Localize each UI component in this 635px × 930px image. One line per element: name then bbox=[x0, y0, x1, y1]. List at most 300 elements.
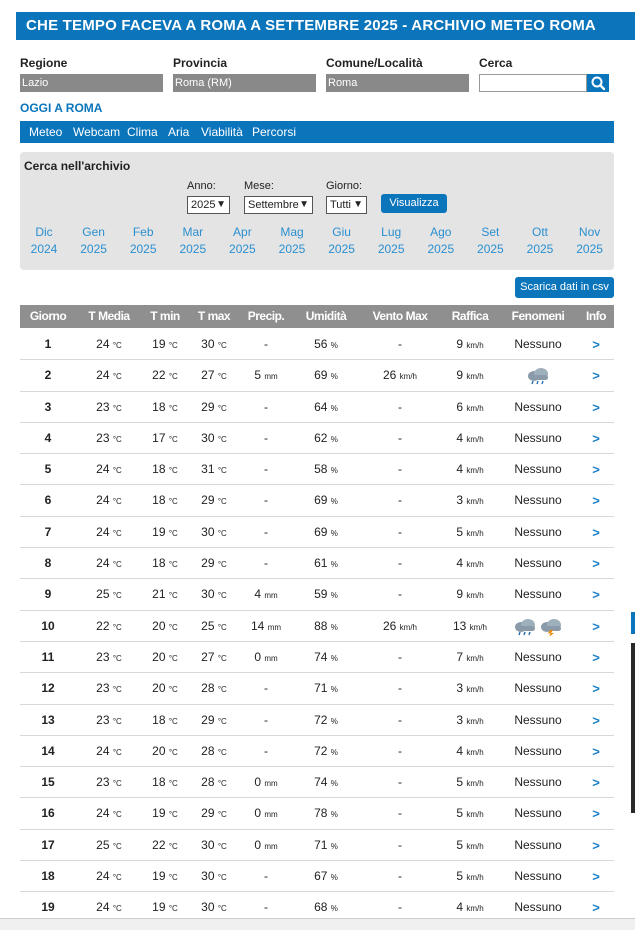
cell-vento bbox=[369, 861, 431, 892]
table-row bbox=[20, 454, 614, 485]
month-link-5[interactable] bbox=[267, 224, 317, 258]
oggi-a-roma-link[interactable]: OGGI A ROMA bbox=[20, 101, 103, 115]
cell-tmedia bbox=[83, 423, 135, 455]
cell-precip bbox=[244, 485, 288, 516]
cell-tmin-value: 18 bbox=[152, 493, 166, 508]
search-input[interactable] bbox=[479, 74, 587, 92]
unit-label: °C bbox=[168, 873, 178, 883]
month-link-9[interactable] bbox=[465, 224, 515, 258]
provincia-select[interactable]: Roma (RM) bbox=[173, 74, 316, 92]
unit-label: °C bbox=[217, 403, 227, 413]
cell-giorno-value: 11 bbox=[41, 649, 55, 664]
cell-giorno-value: 12 bbox=[41, 681, 55, 696]
unit-label: km/h bbox=[466, 841, 484, 851]
cell-giorno bbox=[26, 392, 70, 423]
side-widget-panel bbox=[631, 643, 635, 813]
info-chevron-icon[interactable]: > bbox=[592, 869, 600, 885]
cell-umidita-value: 72 bbox=[314, 712, 328, 727]
search-label: Cerca bbox=[479, 56, 513, 70]
info-chevron-icon[interactable]: > bbox=[592, 900, 600, 916]
cell-tmin-value: 20 bbox=[152, 649, 166, 664]
cell-umidita-value: 56 bbox=[314, 337, 328, 351]
cell-umidita-value: 69 bbox=[314, 493, 328, 508]
cell-tmedia bbox=[83, 454, 135, 486]
header-vento: Vento Max bbox=[372, 309, 428, 323]
cell-tmedia-value: 23 bbox=[96, 649, 110, 664]
cell-vento-value: - bbox=[398, 869, 402, 884]
cell-tmedia bbox=[83, 579, 135, 611]
month-name: Mag bbox=[280, 225, 304, 239]
cell-vento bbox=[369, 517, 431, 548]
cell-tmedia-value: 24 bbox=[96, 806, 110, 821]
cell-tmin bbox=[142, 705, 188, 737]
month-name: Lug bbox=[381, 225, 402, 239]
unit-label: °C bbox=[217, 434, 227, 444]
cell-umidita-value: 67 bbox=[314, 869, 328, 884]
cell-tmedia bbox=[83, 392, 135, 424]
cell-tmax-value: 29 bbox=[201, 556, 215, 571]
cell-raffica-value: 4 bbox=[456, 556, 463, 571]
cell-raffica-value: 7 bbox=[456, 649, 463, 664]
cell-umidita bbox=[301, 705, 351, 737]
download-csv-button[interactable]: Scarica dati in csv bbox=[515, 277, 614, 298]
cell-precip bbox=[244, 360, 288, 392]
provincia-label: Provincia bbox=[173, 56, 228, 70]
unit-label: % bbox=[330, 779, 338, 789]
unit-label: °C bbox=[168, 685, 178, 695]
unit-label: km/h bbox=[466, 716, 484, 726]
cell-tmin-value: 17 bbox=[152, 430, 166, 445]
info-chevron-icon[interactable]: > bbox=[592, 556, 600, 572]
month-link-0[interactable] bbox=[19, 224, 69, 258]
cell-giorno-value: 6 bbox=[44, 493, 52, 508]
unit-label: °C bbox=[217, 716, 227, 726]
info-chevron-icon[interactable]: > bbox=[592, 806, 600, 822]
cell-tmin bbox=[142, 360, 188, 392]
month-year: 2025 bbox=[328, 242, 355, 256]
fenomeni-text: Nessuno bbox=[514, 712, 562, 727]
cell-raffica-value: 9 bbox=[456, 587, 463, 602]
unit-label: °C bbox=[217, 341, 227, 350]
unit-label: °C bbox=[217, 372, 227, 382]
visualizza-button[interactable]: Visualizza bbox=[381, 194, 447, 213]
cell-tmin bbox=[142, 548, 188, 580]
cell-precip bbox=[244, 517, 288, 548]
cell-fenomeni bbox=[504, 392, 572, 423]
cell-raffica-value: 4 bbox=[456, 430, 463, 445]
cell-umidita-value: 74 bbox=[314, 649, 328, 664]
unit-label: °C bbox=[112, 747, 122, 757]
unit-label: km/h bbox=[466, 341, 484, 350]
cell-fenomeni bbox=[504, 454, 572, 485]
giorno-label: Giorno: bbox=[326, 180, 363, 192]
month-name: Gen bbox=[82, 225, 105, 239]
cell-umidita-value: 59 bbox=[314, 587, 328, 602]
unit-label: mm bbox=[264, 779, 278, 789]
unit-label: % bbox=[330, 497, 338, 507]
cell-tmin bbox=[142, 798, 188, 830]
cell-tmin-value: 20 bbox=[152, 681, 166, 696]
cell-tmedia-value: 23 bbox=[96, 681, 110, 696]
cell-giorno-value: 13 bbox=[41, 712, 55, 727]
cell-tmin bbox=[142, 642, 188, 674]
table-row bbox=[20, 517, 614, 548]
cell-precip-value: 0 bbox=[254, 649, 261, 664]
unit-label: °C bbox=[217, 560, 227, 570]
cell-raffica bbox=[442, 642, 498, 674]
month-link-11[interactable] bbox=[565, 224, 615, 258]
unit-label: °C bbox=[168, 341, 178, 350]
cell-tmin-value: 21 bbox=[152, 587, 166, 602]
cell-vento-value: - bbox=[398, 493, 402, 508]
unit-label: °C bbox=[168, 779, 178, 789]
unit-label: °C bbox=[168, 466, 178, 476]
unit-label: km/h bbox=[466, 466, 484, 476]
cell-tmin-value: 22 bbox=[152, 368, 166, 383]
unit-label: °C bbox=[112, 372, 122, 382]
unit-label: % bbox=[330, 372, 338, 382]
cell-raffica bbox=[442, 392, 498, 424]
cell-umidita-value: 71 bbox=[314, 837, 328, 852]
cell-raffica-value: 6 bbox=[456, 399, 463, 414]
cell-giorno bbox=[26, 830, 70, 861]
cell-umidita-value: 68 bbox=[314, 900, 328, 915]
cell-tmax-value: 30 bbox=[201, 430, 215, 445]
nav-percorsi[interactable]: Percorsi bbox=[252, 125, 297, 139]
month-name: Mar bbox=[182, 225, 204, 239]
unit-label: °C bbox=[168, 372, 178, 382]
info-chevron-icon[interactable]: > bbox=[592, 430, 600, 446]
fenomeni-text: Nessuno bbox=[514, 493, 562, 508]
unit-label: mm bbox=[264, 372, 278, 382]
info-chevron-icon[interactable]: > bbox=[592, 681, 600, 697]
nav-viabilita[interactable]: Viabilità bbox=[201, 125, 243, 139]
cell-tmax bbox=[190, 830, 238, 862]
unit-label: km/h bbox=[466, 810, 484, 820]
unit-label: % bbox=[330, 653, 338, 663]
fenomeni-text: Nessuno bbox=[514, 743, 562, 758]
table-row bbox=[20, 767, 614, 798]
cell-umidita bbox=[301, 454, 351, 486]
cell-fenomeni bbox=[504, 767, 572, 798]
fenomeni-text: Nessuno bbox=[514, 649, 562, 664]
info-chevron-icon[interactable]: > bbox=[592, 462, 600, 478]
info-chevron-icon[interactable]: > bbox=[592, 712, 600, 728]
cell-tmax bbox=[190, 548, 238, 580]
fenomeni-text: Nessuno bbox=[514, 337, 562, 351]
regione-select[interactable]: Lazio bbox=[20, 74, 163, 92]
cell-fenomeni bbox=[504, 548, 572, 579]
cell-tmax-value: 28 bbox=[201, 681, 215, 696]
cell-tmedia bbox=[83, 767, 135, 799]
cell-giorno bbox=[26, 360, 70, 391]
cell-umidita-value: 62 bbox=[314, 430, 328, 445]
cell-tmax-value: 27 bbox=[201, 368, 215, 383]
cell-umidita-value: 78 bbox=[314, 806, 328, 821]
cell-umidita-value: 64 bbox=[314, 399, 328, 414]
unit-label: °C bbox=[112, 560, 122, 570]
cell-tmedia bbox=[83, 642, 135, 674]
cell-tmax-value: 27 bbox=[201, 649, 215, 664]
cell-fenomeni bbox=[504, 611, 572, 642]
cell-tmin-value: 18 bbox=[152, 712, 166, 727]
cell-precip-value: - bbox=[264, 399, 268, 414]
info-chevron-icon[interactable]: > bbox=[592, 775, 600, 791]
month-link-8[interactable] bbox=[416, 224, 466, 258]
unit-label: % bbox=[330, 591, 338, 601]
info-chevron-icon[interactable]: > bbox=[592, 493, 600, 509]
giorno-select[interactable] bbox=[326, 196, 367, 214]
cell-tmin bbox=[142, 392, 188, 424]
cell-giorno-value: 5 bbox=[44, 462, 52, 477]
page-title: CHE TEMPO FACEVA A ROMA A SETTEMBRE 2025 - ARCHIVIO METEO ROMA bbox=[16, 12, 635, 40]
month-link-4[interactable] bbox=[217, 224, 267, 258]
header-raffica: Raffica bbox=[451, 309, 489, 323]
cell-precip bbox=[244, 798, 288, 830]
cell-umidita bbox=[301, 485, 351, 517]
cell-giorno-value: 8 bbox=[44, 556, 52, 571]
cell-vento bbox=[369, 329, 431, 360]
unit-label: °C bbox=[217, 904, 227, 914]
unit-label: °C bbox=[112, 341, 122, 350]
cell-tmin-value: 19 bbox=[152, 869, 166, 884]
cell-giorno bbox=[26, 579, 70, 610]
unit-label: mm bbox=[267, 622, 282, 632]
month-year: 2025 bbox=[80, 242, 107, 256]
month-link-1[interactable] bbox=[69, 224, 119, 258]
unit-label: °C bbox=[217, 810, 227, 820]
info-chevron-icon[interactable]: > bbox=[592, 368, 600, 384]
cell-giorno-value: 15 bbox=[41, 775, 55, 790]
nav-clima[interactable]: Clima bbox=[127, 125, 158, 139]
cell-vento bbox=[369, 360, 431, 392]
browser-bottom-bar bbox=[0, 918, 635, 930]
cell-raffica bbox=[442, 798, 498, 830]
cell-precip bbox=[244, 736, 288, 767]
cell-tmedia-value: 24 bbox=[96, 493, 110, 508]
mese-label: Mese: bbox=[244, 180, 274, 192]
cell-vento bbox=[369, 642, 431, 673]
info-chevron-icon[interactable]: > bbox=[592, 837, 600, 853]
info-chevron-icon[interactable]: > bbox=[592, 743, 600, 759]
cell-vento-value: 26 bbox=[382, 618, 397, 633]
unit-label: °C bbox=[217, 466, 227, 476]
cell-precip-value: - bbox=[264, 524, 268, 539]
header-giorno: Giorno bbox=[29, 309, 67, 323]
cell-precip bbox=[244, 548, 288, 579]
month-name: Nov bbox=[578, 225, 601, 239]
unit-label: % bbox=[330, 434, 338, 444]
unit-label: °C bbox=[168, 904, 178, 914]
cell-umidita bbox=[301, 673, 351, 705]
info-chevron-icon[interactable]: > bbox=[592, 587, 600, 603]
cell-vento-value: - bbox=[398, 775, 402, 790]
cell-vento bbox=[369, 705, 431, 736]
cell-tmin-value: 18 bbox=[152, 775, 166, 790]
cell-tmedia bbox=[83, 673, 135, 705]
cell-tmedia bbox=[83, 798, 135, 830]
cell-fenomeni bbox=[504, 517, 572, 548]
chevron-down-icon: ▼ bbox=[216, 199, 226, 210]
cell-fenomeni bbox=[504, 798, 572, 829]
cell-tmax-value: 29 bbox=[201, 399, 215, 414]
cell-giorno-value: 18 bbox=[41, 869, 55, 884]
cell-tmin-value: 19 bbox=[152, 900, 166, 915]
cell-fenomeni bbox=[504, 736, 572, 767]
cell-tmedia-value: 23 bbox=[96, 712, 110, 727]
unit-label: °C bbox=[168, 497, 178, 507]
info-chevron-icon[interactable]: > bbox=[592, 649, 600, 665]
cell-giorno-value: 1 bbox=[44, 337, 52, 351]
cell-tmin-value: 18 bbox=[152, 556, 166, 571]
header-precip: Precip. bbox=[247, 309, 285, 323]
cell-tmedia-value: 24 bbox=[96, 743, 110, 758]
unit-label: °C bbox=[112, 685, 122, 695]
month-link-10[interactable] bbox=[515, 224, 565, 258]
unit-label: °C bbox=[217, 528, 227, 538]
cell-vento-value: - bbox=[398, 649, 402, 664]
cell-fenomeni bbox=[504, 673, 572, 704]
cell-giorno bbox=[26, 454, 70, 485]
unit-label: °C bbox=[112, 841, 122, 851]
unit-label: % bbox=[330, 904, 338, 914]
cell-tmin bbox=[142, 579, 188, 611]
info-chevron-icon[interactable]: > bbox=[592, 399, 600, 415]
unit-label: % bbox=[330, 560, 338, 570]
cell-tmedia bbox=[83, 611, 135, 643]
cell-umidita bbox=[301, 392, 351, 424]
unit-label: km/h bbox=[399, 372, 418, 382]
cell-precip-value: - bbox=[264, 493, 268, 508]
info-chevron-icon[interactable]: > bbox=[592, 337, 600, 352]
fenomeni-text: Nessuno bbox=[514, 869, 562, 884]
unit-label: °C bbox=[112, 528, 122, 538]
cell-tmedia-value: 25 bbox=[96, 837, 110, 852]
cell-umidita bbox=[301, 830, 351, 862]
cell-precip bbox=[244, 705, 288, 736]
unit-label: °C bbox=[217, 747, 227, 757]
unit-label: mm bbox=[264, 653, 278, 663]
table-row bbox=[20, 485, 614, 516]
table-row bbox=[20, 329, 614, 360]
nav-webcam[interactable]: Webcam bbox=[73, 125, 121, 139]
cell-raffica bbox=[442, 579, 498, 611]
cell-tmax-value: 29 bbox=[201, 806, 215, 821]
mese-select[interactable] bbox=[244, 196, 313, 214]
month-year: 2025 bbox=[129, 242, 157, 256]
cell-tmin bbox=[142, 767, 188, 799]
cell-tmax-value: 29 bbox=[201, 712, 215, 727]
cell-giorno-value: 16 bbox=[41, 806, 55, 821]
cell-precip-value: 14 bbox=[250, 618, 265, 633]
fenomeni-text: Nessuno bbox=[514, 806, 562, 821]
side-widget-edge bbox=[631, 612, 635, 634]
table-header bbox=[20, 305, 614, 328]
cell-giorno-value: 7 bbox=[44, 524, 52, 539]
unit-label: °C bbox=[112, 497, 122, 507]
cell-raffica bbox=[442, 611, 498, 643]
cell-tmedia-value: 24 bbox=[96, 337, 110, 351]
cell-giorno-value: 9 bbox=[44, 587, 52, 602]
nav-aria[interactable]: Aria bbox=[168, 125, 190, 139]
cell-vento bbox=[369, 611, 431, 643]
cell-tmedia-value: 24 bbox=[96, 524, 110, 539]
month-link-3[interactable] bbox=[168, 224, 218, 258]
location-filters bbox=[20, 56, 615, 96]
cell-precip bbox=[244, 673, 288, 704]
fenomeni-text: Nessuno bbox=[514, 462, 562, 477]
info-chevron-icon[interactable]: > bbox=[592, 524, 600, 540]
cell-vento bbox=[369, 736, 431, 767]
unit-label: mm bbox=[264, 841, 278, 851]
cell-tmax-value: 30 bbox=[201, 869, 215, 884]
cell-tmin-value: 19 bbox=[152, 337, 166, 351]
cell-tmedia bbox=[83, 360, 135, 392]
cell-vento bbox=[369, 830, 431, 861]
anno-select[interactable] bbox=[187, 196, 230, 214]
search-button[interactable] bbox=[587, 74, 609, 92]
unit-label: mm bbox=[264, 591, 278, 601]
unit-label: °C bbox=[168, 403, 178, 413]
cell-precip-value: 0 bbox=[254, 837, 261, 852]
header-umidita: Umidità bbox=[305, 309, 347, 323]
cell-raffica-value: 5 bbox=[456, 806, 463, 821]
cell-tmedia-value: 23 bbox=[96, 399, 110, 414]
cell-tmin bbox=[142, 329, 188, 361]
cell-precip-value: 5 bbox=[254, 368, 261, 383]
month-name: Apr bbox=[233, 225, 252, 239]
cell-tmax bbox=[190, 861, 238, 893]
cell-giorno bbox=[26, 423, 70, 454]
cell-tmax bbox=[190, 579, 238, 611]
weather-table-body bbox=[20, 329, 614, 924]
cell-tmax bbox=[190, 329, 238, 361]
cell-precip-value: 0 bbox=[254, 806, 261, 821]
month-link-6[interactable] bbox=[317, 224, 367, 258]
cell-tmin-value: 19 bbox=[152, 806, 166, 821]
cell-giorno-value: 4 bbox=[44, 430, 52, 445]
cell-fenomeni bbox=[504, 642, 572, 673]
month-year: 2025 bbox=[526, 242, 554, 256]
cell-umidita-value: 74 bbox=[314, 775, 328, 790]
cell-precip-value: - bbox=[264, 337, 268, 351]
provincia-group bbox=[173, 56, 316, 92]
chevron-down-icon: ▼ bbox=[299, 199, 309, 210]
info-chevron-icon[interactable]: > bbox=[592, 618, 600, 634]
month-link-2[interactable] bbox=[118, 224, 168, 258]
month-name: Giu bbox=[332, 225, 351, 239]
cell-vento-value: - bbox=[398, 837, 402, 852]
unit-label: km/h bbox=[466, 372, 484, 382]
cell-tmedia-value: 24 bbox=[96, 556, 110, 571]
chevron-down-icon: ▼ bbox=[353, 199, 363, 210]
cell-tmin bbox=[142, 423, 188, 455]
fenomeni-text: Nessuno bbox=[514, 837, 562, 852]
unit-label: °C bbox=[168, 841, 178, 851]
cell-tmin bbox=[142, 611, 188, 643]
table-row bbox=[20, 548, 614, 579]
month-link-7[interactable] bbox=[366, 224, 416, 258]
header-tmin: T min bbox=[150, 309, 180, 323]
nav-meteo[interactable]: Meteo bbox=[29, 125, 63, 139]
unit-label: °C bbox=[112, 904, 122, 914]
month-name: Feb bbox=[132, 225, 154, 239]
cell-tmin-value: 19 bbox=[152, 524, 166, 539]
month-year: 2025 bbox=[179, 242, 207, 256]
unit-label: % bbox=[330, 873, 338, 883]
unit-label: km/h bbox=[466, 403, 484, 413]
comune-select[interactable]: Roma bbox=[326, 74, 469, 92]
